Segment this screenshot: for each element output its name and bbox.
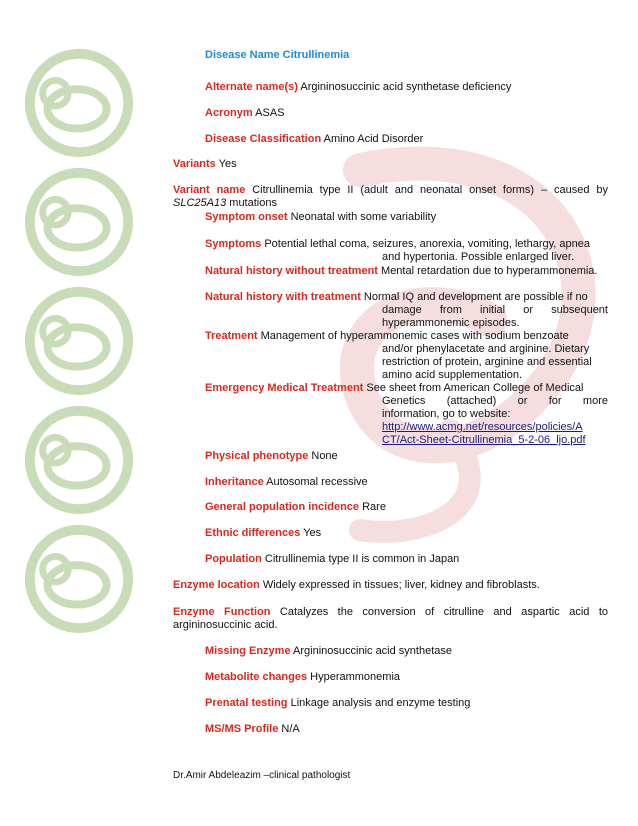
- phenotype-row: [205, 450, 338, 463]
- incidence-row: [205, 501, 386, 514]
- field-label: Disease Name: [205, 49, 280, 61]
- field-label: Acronym: [205, 107, 253, 119]
- emergency-cont: information, go to website:: [382, 408, 511, 420]
- field-label: Disease Classification: [205, 133, 322, 145]
- field-label: Emergency Medical Treatment: [205, 382, 364, 394]
- field-value: Linkage analysis and enzyme testing: [290, 697, 471, 709]
- field-value: Citrullinemia type II (adult and neonatal onset forms) – caused by: [252, 184, 608, 196]
- field-value: Widely expressed in tissues; liver, kidney and fibroblasts.: [262, 579, 540, 591]
- field-value: N/A: [281, 723, 300, 735]
- field-label: Prenatal testing: [205, 697, 288, 709]
- field-label: Enzyme Function: [173, 606, 271, 618]
- field-value: Normal IQ and development are possible if no: [363, 291, 588, 303]
- emergency-treatment-row: [205, 382, 583, 395]
- symptoms-cont: and hypertonia. Possible enlarged liver.: [382, 251, 575, 263]
- acronym-row: [205, 107, 285, 120]
- baby-logo-icon: [20, 44, 138, 162]
- field-value: Management of hyperammonemic cases with sodium benzoate: [260, 330, 569, 342]
- field-label: Variant name: [173, 184, 246, 196]
- field-label: Population: [205, 553, 262, 565]
- enzyme-function-row: [173, 606, 608, 619]
- natural-history-with-cont: hyperammonemic episodes.: [382, 317, 520, 329]
- field-label: Enzyme location: [173, 579, 260, 591]
- natural-history-with-row: [205, 291, 588, 304]
- field-value: Yes: [218, 158, 237, 170]
- field-label: Ethnic differences: [205, 527, 301, 539]
- acmg-link[interactable]: CT/Act-Sheet-Citrullinemia_5-2-06_ljo.pdf: [382, 434, 586, 446]
- field-value: Catalyzes the conversion of citrulline and aspartic acid to: [279, 606, 608, 618]
- population-row: [205, 553, 459, 566]
- field-value-suffix: mutations: [229, 197, 277, 209]
- field-value: Mental retardation due to hyperammonemia.: [381, 265, 598, 277]
- metabolite-row: [205, 671, 400, 684]
- field-value: None: [311, 450, 338, 462]
- field-value: Neonatal with some variability: [290, 211, 437, 223]
- prenatal-row: [205, 697, 470, 710]
- field-label: Alternate name(s): [205, 81, 298, 93]
- field-label: Physical phenotype: [205, 450, 309, 462]
- variant-name-row: [173, 184, 608, 210]
- field-value: Amino Acid Disorder: [323, 133, 424, 145]
- emergency-cont: Genetics (attached) or for more: [382, 395, 608, 407]
- baby-logo-icon: [20, 163, 138, 281]
- baby-logo-icon: [20, 401, 138, 519]
- treatment-row: [205, 330, 569, 343]
- acmg-link[interactable]: http://www.acmg.net/resources/policies/A: [382, 421, 583, 433]
- natural-history-without-row: [205, 265, 597, 278]
- field-label: Inheritance: [205, 476, 264, 488]
- field-value: Citrullinemia type II is common in Japan: [264, 553, 460, 565]
- field-label: Missing Enzyme: [205, 645, 291, 657]
- field-value: Yes: [303, 527, 322, 539]
- baby-logo-icon: [20, 282, 138, 400]
- gene-name: SLC25A13: [173, 197, 227, 209]
- baby-logo-icon: [20, 520, 138, 638]
- field-label: MS/MS Profile: [205, 723, 279, 735]
- field-value: Hyperammonemia: [310, 671, 401, 683]
- classification-row: [205, 133, 423, 146]
- field-value: Rare: [362, 501, 386, 513]
- symptoms-row: [205, 238, 590, 251]
- treatment-cont: restriction of protein, arginine and essential: [382, 356, 592, 368]
- msms-row: [205, 723, 300, 736]
- inheritance-row: [205, 476, 368, 489]
- field-label: Natural history without treatment: [205, 265, 378, 277]
- disease-name-row: [205, 49, 349, 62]
- treatment-cont: amino acid supplementation.: [382, 369, 523, 381]
- natural-history-with-cont: damage from initial or subsequent: [382, 304, 608, 316]
- alternate-names-row: [205, 81, 511, 94]
- enzyme-location-row: [173, 579, 540, 592]
- missing-enzyme-row: [205, 645, 452, 658]
- field-value: Autosomal recessive: [266, 476, 368, 488]
- field-label: Metabolite changes: [205, 671, 308, 683]
- field-label: Variants: [173, 158, 216, 170]
- field-value: ASAS: [255, 107, 285, 119]
- field-value: See sheet from American College of Medical: [366, 382, 584, 394]
- page-footer: Dr.Amir Abdeleazim –clinical pathologist: [173, 770, 351, 781]
- field-label: General population incidence: [205, 501, 360, 513]
- field-value: Argininosuccinic acid synthetase: [293, 645, 453, 657]
- field-label: Symptom onset: [205, 211, 288, 223]
- symptom-onset-row: [205, 211, 436, 224]
- field-label: Treatment: [205, 330, 258, 342]
- variants-row: [173, 158, 237, 171]
- field-value: Potential lethal coma, seizures, anorexia, vomiting, lethargy, apnea: [264, 238, 591, 250]
- enzyme-function-cont: argininosuccinic acid.: [173, 619, 278, 631]
- treatment-cont: and/or phenylacetate and arginine. Dietary: [382, 343, 590, 355]
- field-value: Argininosuccinic acid synthetase deficiency: [300, 81, 512, 93]
- ethnic-row: [205, 527, 321, 540]
- field-label: Symptoms: [205, 238, 262, 250]
- field-value: Citrullinemia: [282, 49, 350, 61]
- field-label: Natural history with treatment: [205, 291, 361, 303]
